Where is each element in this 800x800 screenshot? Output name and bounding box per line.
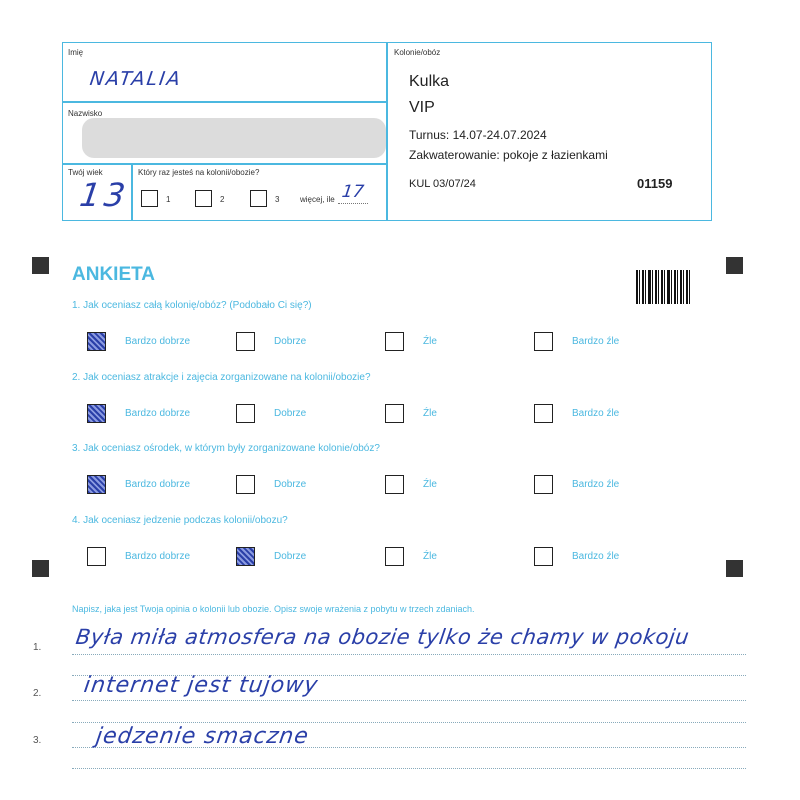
accommodation-text: Zakwaterowanie: pokoje z łazienkami bbox=[409, 148, 608, 162]
more-dotline bbox=[338, 203, 368, 204]
divider bbox=[386, 42, 388, 221]
answer-2[interactable]: internet jest tujowy bbox=[82, 673, 321, 698]
q1-option-checkbox-3[interactable] bbox=[385, 332, 404, 351]
turnus-text: Turnus: 14.07-24.07.2024 bbox=[409, 128, 547, 142]
q2-option-label-1: Bardzo dobrze bbox=[125, 408, 191, 419]
q4-option-label-1: Bardzo dobrze bbox=[125, 551, 191, 562]
barcode-icon bbox=[636, 270, 690, 304]
line-number-2: 2. bbox=[33, 688, 42, 699]
q1-option-checkbox-4[interactable] bbox=[534, 332, 553, 351]
q2-option-checkbox-2[interactable] bbox=[236, 404, 255, 423]
q1-option-label-2: Dobrze bbox=[274, 336, 307, 347]
more-label: więcej, ile bbox=[300, 195, 335, 204]
q2-option-label-3: Źle bbox=[423, 408, 437, 419]
registration-mark bbox=[726, 257, 743, 274]
q3-option-checkbox-3[interactable] bbox=[385, 475, 404, 494]
line-number-3: 3. bbox=[33, 735, 42, 746]
answer-1[interactable]: Była miła atmosfera na obozie tylko że chamy w pokoju bbox=[74, 625, 691, 649]
survey-title: ANKIETA bbox=[72, 264, 156, 285]
registration-mark bbox=[32, 257, 49, 274]
question-1: 1. Jak oceniasz całą kolonię/obóz? (Podobało Ci się?) bbox=[72, 300, 312, 311]
divider bbox=[131, 163, 133, 221]
times-checkbox-3[interactable] bbox=[250, 190, 267, 207]
q4-option-checkbox-3[interactable] bbox=[385, 547, 404, 566]
q4-option-label-4: Bardzo źle bbox=[572, 551, 620, 562]
divider bbox=[62, 101, 387, 103]
answer-line bbox=[72, 654, 746, 655]
q3-option-label-4: Bardzo źle bbox=[572, 479, 620, 490]
answer-line bbox=[72, 722, 746, 723]
q3-option-checkbox-2[interactable] bbox=[236, 475, 255, 494]
question-3: 3. Jak oceniasz ośrodek, w którym były zorganizowane kolonie/obóz? bbox=[72, 443, 380, 454]
q3-option-checkbox-1[interactable] bbox=[87, 475, 106, 494]
times-option-3: 3 bbox=[275, 195, 280, 204]
q3-option-label-3: Źle bbox=[423, 479, 437, 490]
registration-mark bbox=[32, 560, 49, 577]
q4-option-checkbox-1[interactable] bbox=[87, 547, 106, 566]
form-number: 01159 bbox=[637, 176, 673, 191]
camp-code: KUL 03/07/24 bbox=[409, 178, 476, 190]
camp-type: VIP bbox=[409, 99, 435, 116]
line-number-1: 1. bbox=[33, 642, 42, 653]
camp-name: Kulka bbox=[409, 73, 450, 90]
q4-option-label-3: Źle bbox=[423, 551, 437, 562]
name-value[interactable]: NATALIA bbox=[88, 68, 184, 90]
registration-mark bbox=[726, 560, 743, 577]
q4-option-checkbox-2[interactable] bbox=[236, 547, 255, 566]
q2-option-label-4: Bardzo źle bbox=[572, 408, 620, 419]
times-option-1: 1 bbox=[166, 195, 171, 204]
answer-line bbox=[72, 768, 746, 769]
q1-option-label-4: Bardzo źle bbox=[572, 336, 620, 347]
times-checkbox-2[interactable] bbox=[195, 190, 212, 207]
q2-option-checkbox-4[interactable] bbox=[534, 404, 553, 423]
name-label: Imię bbox=[68, 48, 84, 57]
answer-3[interactable]: jedzenie smaczne bbox=[94, 724, 311, 749]
question-2: 2. Jak oceniasz atrakcje i zajęcia zorganizowane na kolonii/obozie? bbox=[72, 372, 371, 383]
times-option-2: 2 bbox=[220, 195, 225, 204]
q4-option-checkbox-4[interactable] bbox=[534, 547, 553, 566]
times-label: Który raz jesteś na kolonii/obozie? bbox=[138, 168, 260, 177]
q3-option-label-2: Dobrze bbox=[274, 479, 307, 490]
q3-option-label-1: Bardzo dobrze bbox=[125, 479, 191, 490]
surname-label: Nazwisko bbox=[68, 109, 103, 118]
q2-option-label-2: Dobrze bbox=[274, 408, 307, 419]
q1-option-label-1: Bardzo dobrze bbox=[125, 336, 191, 347]
divider bbox=[62, 163, 387, 165]
q1-option-checkbox-1[interactable] bbox=[87, 332, 106, 351]
surname-redaction bbox=[82, 118, 386, 158]
camp-label: Kolonie/obóz bbox=[394, 48, 441, 57]
question-4: 4. Jak oceniasz jedzenie podczas kolonii/obozu? bbox=[72, 515, 288, 526]
q1-option-label-3: Źle bbox=[423, 336, 437, 347]
q1-option-checkbox-2[interactable] bbox=[236, 332, 255, 351]
age-label: Twój wiek bbox=[68, 168, 103, 177]
more-value[interactable]: 17 bbox=[340, 182, 366, 202]
q3-option-checkbox-4[interactable] bbox=[534, 475, 553, 494]
answer-line bbox=[72, 700, 746, 701]
opinion-prompt: Napisz, jaka jest Twoja opinia o kolonii lub obozie. Opisz swoje wrażenia z pobytu w trzech zdaniach. bbox=[72, 604, 475, 614]
q2-option-checkbox-3[interactable] bbox=[385, 404, 404, 423]
q4-option-label-2: Dobrze bbox=[274, 551, 307, 562]
age-value[interactable]: 13 bbox=[77, 176, 132, 214]
times-checkbox-1[interactable] bbox=[141, 190, 158, 207]
q2-option-checkbox-1[interactable] bbox=[87, 404, 106, 423]
